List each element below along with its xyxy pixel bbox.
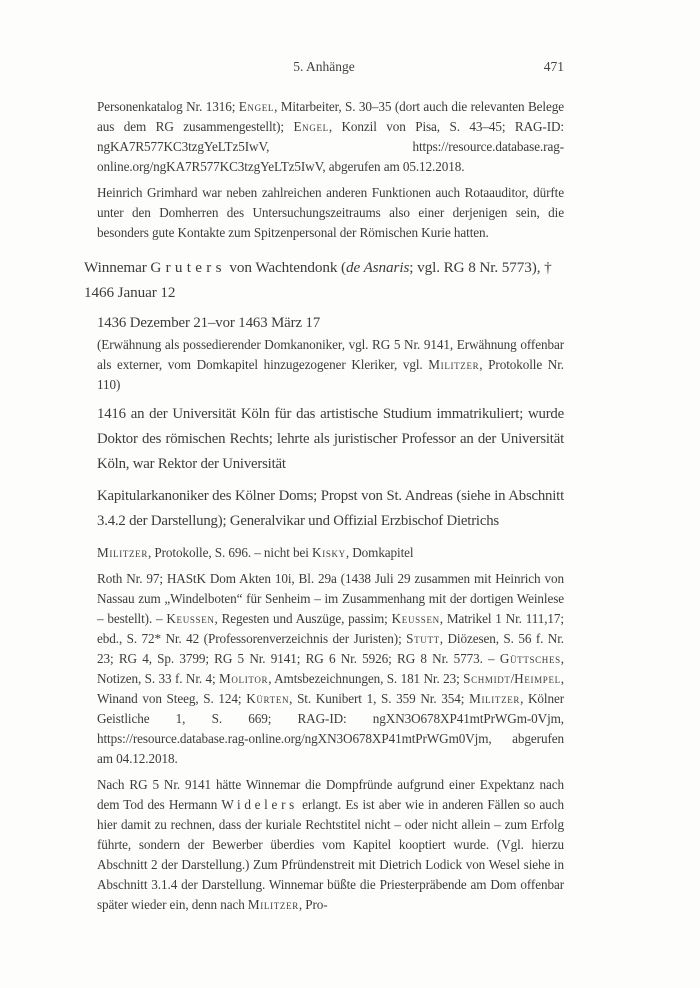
text-segment: , Matrikel 1 Nr. 111,17; ebd., S. 72* Nr. 42 (Professorenverzeichnis der Juristen); <box>97 611 564 646</box>
text-segment: , Regesten und Auszüge, passim; <box>214 611 392 626</box>
text-segment: Winnemar <box>84 259 151 276</box>
paragraph-quellen-reference <box>97 569 564 769</box>
text-segment: , Kölner Geistliche 1, S. 669; RAG-ID: ngXN3O678XP41mtPrWGm-0Vjm, https://resource.database.rag-online.org/ngXN3O678XP41mtPrWGm0Vjm, abgerufen am 04.12.2018. <box>97 691 565 766</box>
text-segment: Nach RG 5 Nr. 9141 hätte Winnemar die Dompfründe aufgrund einer Expektanz nach dem Tod des Hermann <box>97 777 564 812</box>
running-head <box>84 58 564 75</box>
text-segment: , Konzil von Pisa, S. 43–45; RAG-ID: ngKA7R577KC3tzgYeLTz5IwV, https://resource.database.rag-online.org/ngKA7R577KC3tzgYeLTz5IwV, abgerufen am 05.12.2018. <box>97 119 564 174</box>
text-segment: , Notizen, S. 33 f. Nr. 4; <box>97 651 564 686</box>
paragraph-personenkatalog-reference <box>97 97 564 177</box>
text-segment: , Diözesen, S. 56 f. Nr. 23; RG 4, Sp. 3799; RG 5 Nr. 9141; RG 6 Nr. 5926; RG 8 Nr. 5773. – <box>97 631 564 666</box>
text-segment-smallcaps: Keussen <box>391 611 440 626</box>
text-segment-smallcaps: Militzer <box>428 357 480 372</box>
text-segment: erlangt. Es ist aber wie in anderen Fällen so auch hier damit zu rechnen, dass der kuriale Rechtstitel nicht – oder nicht allein – zum Erfolg führte, sondern der Bewerber überdies vom Kapitel kooptiert wurde. (Vgl. hierzu Abschnitt 2 der Darstellung.) Zum Pfründenstreit mit Dietrich Lodick von Wesel siehe in Abschnitt 3.1.4 der Darstellung. Winnemar büßte die Priesterpräbende am Dom offenbar später wieder ein, denn nach <box>97 797 565 912</box>
text-segment-smallcaps: Kürten <box>246 691 290 706</box>
text-segment-smallcaps: Stutt <box>406 631 440 646</box>
entry-date-range: 1436 Dezember 21–vor 1463 März 17 <box>97 315 321 331</box>
text-segment: , Winand von Steeg, S. 124; <box>97 671 564 706</box>
page-number: 471 <box>543 59 564 74</box>
text-segment-smallcaps: Militzer <box>469 691 521 706</box>
text-segment-smallcaps: Militzer <box>97 545 148 560</box>
text-segment: , Amtsbezeichnungen, S. 181 Nr. 23; <box>268 671 464 686</box>
paragraph-erwaehnung-note <box>97 335 564 395</box>
text-segment: Personenkatalog Nr. 1316; <box>97 99 239 114</box>
text-segment: , St. Kunibert 1, S. 359 Nr. 354; <box>289 691 470 706</box>
text-block <box>84 58 564 915</box>
text-segment-smallcaps: Schmidt <box>463 671 511 686</box>
text-segment-smallcaps: Kisky <box>312 545 346 560</box>
text-segment-smallcaps: Molitor <box>219 671 269 686</box>
paragraph-aemter: Kapitularkanoniker des Kölner Doms; Propst von St. Andreas (siehe in Abschnitt 3.4.2 der Darstellung); Generalvikar und Offizial Erzbischof Dietrichs <box>97 488 564 529</box>
paragraph-grimhard-commentary: Heinrich Grimhard war neben zahlreichen anderen Funktionen auch Rotaauditor, dürfte unter den Domherren des Untersuchungszeitraums also einer derjenigen sein, die besonders gute Kontakte zum Spitzenpersonal der Römischen Kurie hatten. <box>97 185 564 240</box>
section-title: 5. Anhänge <box>293 59 355 74</box>
text-segment-italic: de Asnaris <box>346 259 410 276</box>
text-segment: (Erwähnung als possedierender Domkanoniker, vgl. RG 5 Nr. 9141, Erwähnung offenbar als externer, vom Domkapitel hinzugezogener Kleriker, vgl. <box>97 337 564 372</box>
text-segment-smallcaps: Heimpel <box>514 671 561 686</box>
text-segment: , Domkapitel <box>345 545 414 560</box>
text-segment: , Mitarbeiter, S. 30–35 (dort auch die relevanten Belege aus dem RG zusammengestellt); <box>97 99 564 134</box>
text-segment-spaced: Widelers <box>221 797 298 812</box>
text-segment-smallcaps: Keussen <box>166 611 215 626</box>
entry-heading-winnemar-gruters <box>84 255 564 305</box>
text-segment-spaced: Gruters <box>150 259 226 276</box>
text-segment-smallcaps: Engel <box>238 99 275 114</box>
text-segment: Roth Nr. 97; HAStK Dom Akten 10i, Bl. 29a (1438 Juli 29 zusammen mit Heinrich von Nassau zum „Windelboten“ für Senheim – im Zusammenhang mit der dortigen Weinlese – bestellt). – <box>97 571 564 626</box>
text-segment: , Protokolle, S. 696. – nicht bei <box>148 545 313 560</box>
text-segment: / <box>510 671 515 686</box>
paragraph-militzer-reference <box>97 543 564 563</box>
text-segment-smallcaps: Güttsches <box>499 651 561 666</box>
paragraph-expektanz-commentary <box>97 775 564 915</box>
paragraph-studium: 1416 an der Universität Köln für das artistische Studium immatrikuliert; wurde Doktor des römischen Rechts; lehrte als juristischer Professor an der Universität Köln, war Rektor der Universität <box>97 406 564 472</box>
text-segment: ; vgl. RG 8 Nr. 5773), † 1466 Januar 12 <box>84 259 552 301</box>
text-segment: von Wachtendonk ( <box>225 259 347 276</box>
text-segment: , Protokolle Nr. 110) <box>97 357 564 392</box>
text-segment-smallcaps: Militzer <box>247 897 299 912</box>
text-segment-smallcaps: Engel <box>293 119 329 134</box>
text-segment: , Pro- <box>298 897 328 912</box>
